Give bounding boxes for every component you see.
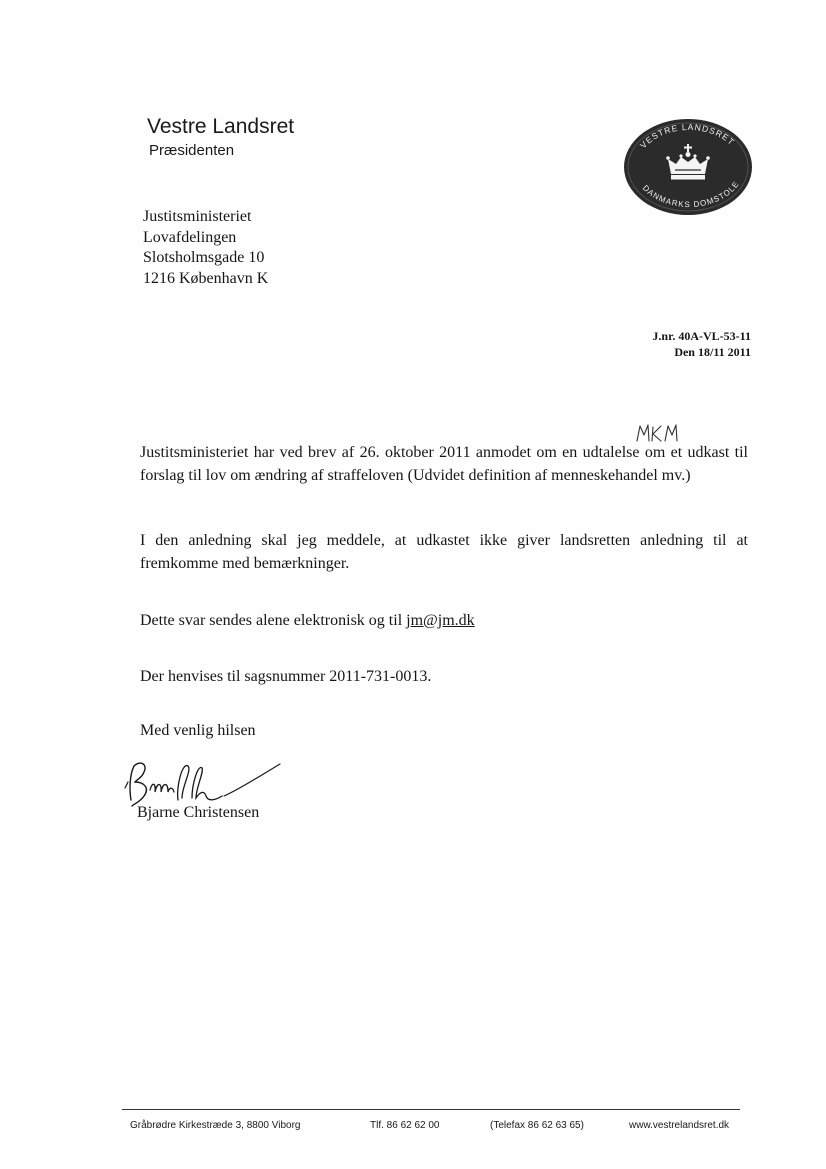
body-paragraph: Justitsministeriet har ved brev af 26. oktober 2011 anmodet om en udtalelse om et udkast til forslag til lov om ændring af straffeloven (Udvidet definition af menneskehandel mv.) [140, 444, 748, 484]
recipient-line: 1216 København K [143, 269, 269, 287]
email-link[interactable]: jm@jm.dk [406, 612, 475, 629]
letter-date [652, 344, 751, 360]
footer-phone: Tlf. 86 62 62 00 [370, 1120, 440, 1131]
footer-divider [122, 1109, 740, 1110]
recipient-line: Slotsholmsgade 10 [143, 249, 265, 266]
recipient-line: Justitsministeriet [143, 208, 252, 225]
court-name: Vestre Landsret [147, 115, 295, 138]
signer-name: Bjarne Christensen [137, 804, 260, 821]
closing-salutation: Med venlig hilsen [140, 722, 256, 739]
letter-date-value: 18/11 2011 [697, 345, 751, 359]
body-paragraph: I den anledning skal jeg meddele, at udkastet ikke giver landsretten anledning til at fremkomme med bemærkninger. [140, 532, 748, 572]
body-paragraph [140, 609, 748, 632]
footer-fax: (Telefax 86 62 63 65) [490, 1120, 584, 1131]
journal-number [652, 328, 751, 344]
footer-website[interactable]: www.vestrelandsret.dk [629, 1120, 730, 1131]
seal-top-text: VESTRE LANDSRET [637, 121, 737, 151]
court-seal [623, 118, 753, 216]
body-text: Dette svar sendes alene elektronisk og til [140, 612, 407, 629]
reference-block [652, 328, 751, 360]
journal-number-label: J.nr. [652, 329, 676, 343]
recipient-line: Lovafdelingen [143, 228, 237, 246]
letter-date-label: Den [674, 345, 695, 359]
seal-bottom-text: DANMARKS DOMSTOLE [640, 179, 742, 210]
recipient-address [143, 207, 268, 289]
office-title: Præsidenten [149, 142, 235, 159]
journal-number-value: 40A-VL-53-11 [678, 329, 751, 343]
body-paragraph: Der henvises til sagsnummer 2011-731-0013. [140, 668, 432, 685]
footer-address: Gråbrødre Kirkestræde 3, 8800 Viborg [130, 1120, 301, 1131]
